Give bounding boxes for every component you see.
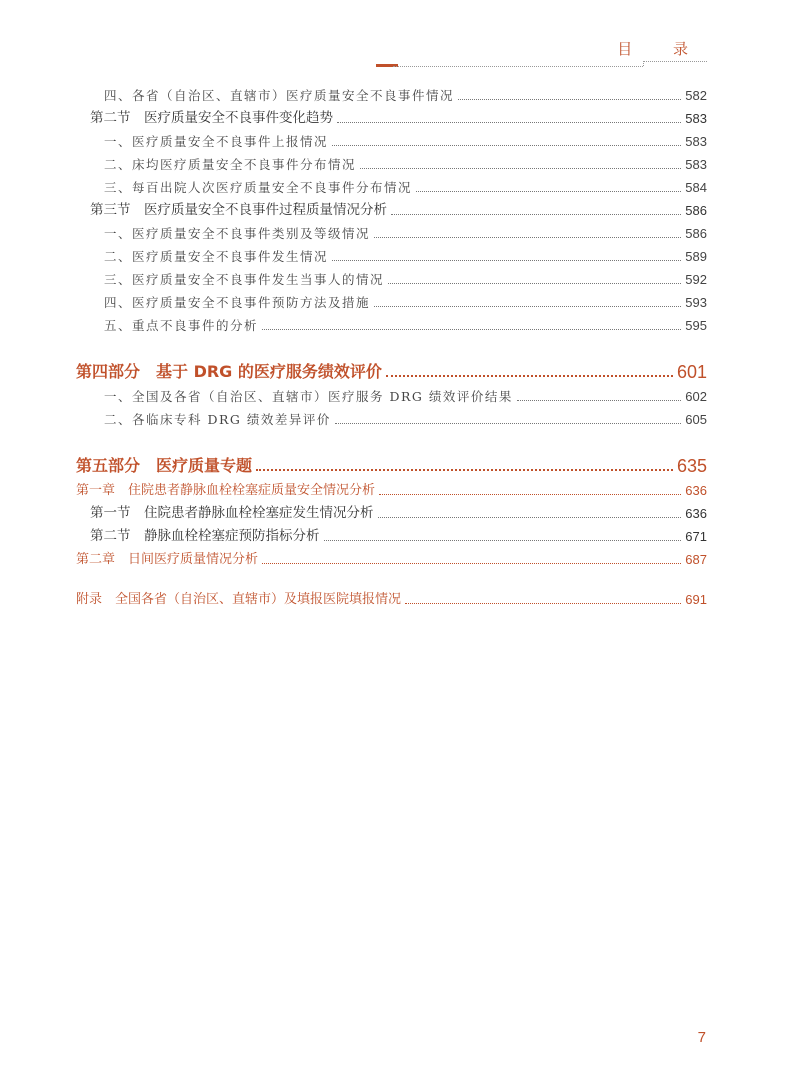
toc-leader-dots [374, 306, 681, 307]
toc-entry-title: 第五部分 医疗质量专题 [76, 456, 253, 475]
toc-entry-chap[interactable] [76, 548, 707, 571]
toc-entry-page: 687 [685, 552, 707, 567]
toc-entry-item[interactable] [76, 385, 707, 408]
toc-leader-dots [405, 603, 681, 604]
toc-entry-part[interactable] [76, 453, 707, 479]
toc-entry-title: 第二节 医疗质量安全不良事件变化趋势 [90, 110, 333, 126]
toc-leader-dots [262, 329, 681, 330]
toc-entry-title: 二、各临床专科 DRG 绩效差异评价 [104, 412, 331, 427]
toc-entry-item[interactable] [76, 84, 707, 107]
toc-leader-dots [256, 469, 673, 471]
header-rule-corner [643, 61, 707, 66]
toc-entry-title: 四、各省（自治区、直辖市）医疗质量安全不良事件情况 [104, 88, 455, 103]
toc-entry-title: 第三节 医疗质量安全不良事件过程质量情况分析 [90, 202, 387, 218]
toc-entry-page: 586 [685, 203, 707, 218]
toc-entry-page: 602 [685, 389, 707, 404]
toc-leader-dots [332, 145, 681, 146]
toc-entry-title: 第二章 日间医疗质量情况分析 [76, 552, 259, 567]
toc-gap [76, 337, 707, 359]
toc-entry-title: 附录 全国各省（自治区、直辖市）及填报医院填报情况 [76, 592, 402, 607]
toc-gap [76, 431, 707, 453]
toc-entry-page: 583 [685, 157, 707, 172]
toc-leader-dots [378, 517, 682, 518]
table-of-contents [76, 84, 707, 611]
toc-leader-dots [391, 214, 681, 215]
toc-entry-page: 592 [685, 272, 707, 287]
toc-entry-page: 583 [685, 111, 707, 126]
toc-entry-page: 635 [676, 456, 707, 476]
toc-entry-title: 二、医疗质量安全不良事件发生情况 [104, 249, 329, 264]
toc-gap [76, 571, 707, 588]
toc-entry-item[interactable] [76, 268, 707, 291]
toc-leader-dots [388, 283, 681, 284]
toc-leader-dots [517, 400, 681, 401]
toc-entry-item[interactable] [76, 176, 707, 199]
toc-entry-item[interactable] [76, 153, 707, 176]
toc-leader-dots [416, 191, 681, 192]
toc-entry-title: 三、每百出院人次医疗质量安全不良事件分布情况 [104, 180, 413, 195]
toc-entry-chap[interactable] [76, 479, 707, 502]
toc-entry-item[interactable] [76, 130, 707, 153]
toc-entry-part[interactable] [76, 359, 707, 385]
toc-entry-title: 第一节 住院患者静脉血栓栓塞症发生情况分析 [90, 505, 374, 521]
toc-entry-title: 第一章 住院患者静脉血栓栓塞症质量安全情况分析 [76, 483, 376, 498]
toc-entry-page: 605 [685, 412, 707, 427]
toc-entry-page: 586 [685, 226, 707, 241]
toc-entry-page: 582 [685, 88, 707, 103]
toc-entry-item[interactable] [76, 408, 707, 431]
toc-entry-page: 671 [685, 529, 707, 544]
toc-entry-sec[interactable] [76, 199, 707, 222]
toc-leader-dots [324, 540, 682, 541]
page-number: 7 [697, 1029, 706, 1046]
toc-entry-page: 636 [685, 506, 707, 521]
toc-leader-dots [337, 122, 681, 123]
toc-entry-page: 584 [685, 180, 707, 195]
toc-entry-sec[interactable] [76, 107, 707, 130]
toc-entry-page: 593 [685, 295, 707, 310]
toc-leader-dots [379, 494, 681, 495]
toc-entry-chap[interactable] [76, 588, 707, 611]
toc-leader-dots [374, 237, 681, 238]
toc-entry-title: 一、医疗质量安全不良事件类别及等级情况 [104, 226, 371, 241]
toc-leader-dots [360, 168, 681, 169]
header-title: 目 录 [617, 40, 706, 58]
toc-leader-dots [386, 375, 673, 377]
toc-entry-page: 601 [676, 362, 707, 382]
toc-entry-title: 一、医疗质量安全不良事件上报情况 [104, 134, 329, 149]
toc-entry-title: 一、全国及各省（自治区、直辖市）医疗服务 DRG 绩效评价结果 [104, 389, 513, 404]
toc-entry-sec[interactable] [76, 525, 707, 548]
toc-entry-page: 583 [685, 134, 707, 149]
toc-entry-title: 第四部分 基于 DRG 的医疗服务绩效评价 [76, 362, 382, 381]
toc-entry-page: 636 [685, 483, 707, 498]
toc-entry-page: 691 [685, 592, 707, 607]
toc-entry-item[interactable] [76, 291, 707, 314]
toc-leader-dots [332, 260, 681, 261]
toc-entry-sec[interactable] [76, 502, 707, 525]
toc-leader-dots [458, 99, 681, 100]
toc-entry-title: 第二节 静脉血栓栓塞症预防指标分析 [90, 528, 320, 544]
toc-entry-item[interactable] [76, 314, 707, 337]
toc-entry-title: 五、重点不良事件的分析 [104, 318, 259, 333]
toc-entry-title: 三、医疗质量安全不良事件发生当事人的情况 [104, 272, 385, 287]
toc-leader-dots [335, 423, 681, 424]
toc-entry-page: 595 [685, 318, 707, 333]
header-rule [393, 66, 643, 67]
toc-entry-item[interactable] [76, 245, 707, 268]
toc-entry-page: 589 [685, 249, 707, 264]
toc-entry-title: 四、医疗质量安全不良事件预防方法及措施 [104, 295, 371, 310]
toc-leader-dots [262, 563, 681, 564]
toc-entry-item[interactable] [76, 222, 707, 245]
toc-entry-title: 二、床均医疗质量安全不良事件分布情况 [104, 157, 357, 172]
